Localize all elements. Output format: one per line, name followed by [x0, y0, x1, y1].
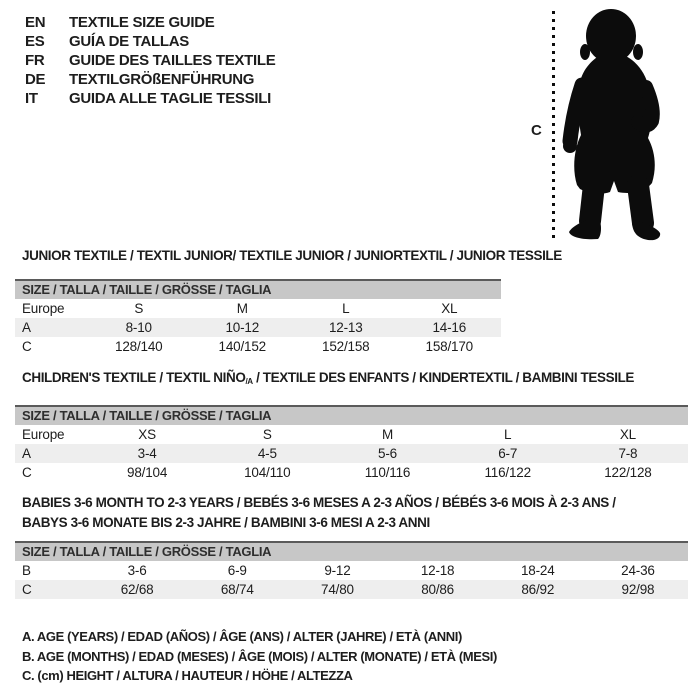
legend — [22, 627, 497, 686]
section-junior-textile — [15, 246, 700, 356]
row-label: C — [22, 339, 32, 354]
size-cell: 116/122 — [484, 465, 531, 481]
language-label: GUÍA DE TALLAS — [69, 33, 189, 50]
section-title-text: JUNIOR TEXTILE / TEXTIL JUNIOR/ TEXTILE JUNIOR / JUNIORTEXTIL / JUNIOR TESSILE — [22, 248, 562, 263]
size-cell: 7-8 — [618, 446, 638, 462]
section-title-text: /A — [245, 377, 253, 387]
row-label: C — [22, 465, 32, 481]
table-row — [15, 561, 688, 580]
size-cell: 158/170 — [425, 339, 473, 354]
size-cell: S — [262, 427, 272, 443]
table-row — [15, 463, 688, 482]
section-title — [22, 368, 700, 392]
size-cell: L — [504, 427, 512, 443]
language-label: GUIDE DES TAILLES TEXTILE — [69, 52, 276, 69]
size-cell: M — [381, 427, 394, 443]
size-cell: S — [134, 301, 144, 316]
language-code: EN — [25, 14, 46, 31]
language-code: DE — [25, 71, 46, 88]
language-code: IT — [25, 90, 38, 107]
section-title-text: BABIES 3-6 MONTH TO 2-3 YEARS / BEBÉS 3-6 MESES A 2-3 AÑOS / BÉBÉS 3-6 MOIS À 2-3 ANS / — [22, 495, 616, 510]
size-cell: 68/74 — [220, 582, 254, 597]
language-code: FR — [25, 52, 45, 69]
size-table — [15, 405, 688, 482]
language-label: TEXTILGRÖßENFÜHRUNG — [69, 71, 255, 88]
size-cell: XL — [441, 301, 458, 316]
language-row — [25, 13, 275, 32]
language-row — [25, 51, 275, 70]
language-code: ES — [25, 33, 45, 50]
size-cell: 10-12 — [225, 320, 260, 335]
size-cell: M — [236, 301, 248, 316]
section-childrens-textile — [15, 368, 700, 482]
language-label: TEXTILE SIZE GUIDE — [69, 14, 215, 31]
size-cell: 152/158 — [322, 339, 370, 354]
row-label: C — [22, 582, 32, 597]
section-title — [22, 246, 700, 266]
size-cell: 12-18 — [420, 563, 455, 578]
size-cell: 3-4 — [137, 446, 157, 462]
legend-line: B. AGE (MONTHS) / EDAD (MESES) / ÂGE (MOIS) / ALTER (MONATE) / ETÀ (MESI) — [22, 648, 497, 664]
size-cell: 128/140 — [115, 339, 163, 354]
size-cell: 4-5 — [257, 446, 277, 462]
legend-line: C. (cm) HEIGHT / ALTURA / HAUTEUR / HÖHE / ALTEZZA — [22, 668, 353, 683]
row-label: Europe — [22, 301, 65, 316]
table-header: SIZE / TALLA / TAILLE / GRÖSSE / TAGLIA — [15, 279, 501, 299]
size-cell: L — [342, 301, 350, 316]
table-header: SIZE / TALLA / TAILLE / GRÖSSE / TAGLIA — [15, 405, 688, 425]
table-row — [15, 444, 688, 463]
table-row — [15, 299, 501, 318]
size-cell: 110/116 — [364, 465, 411, 481]
language-label: GUIDA ALLE TAGLIE TESSILI — [69, 90, 271, 107]
size-cell: XL — [619, 427, 636, 443]
size-cell: 6-9 — [227, 563, 247, 578]
size-cell: 9-12 — [324, 563, 351, 578]
size-cell: 24-36 — [621, 563, 655, 578]
section-babies-textile — [15, 493, 700, 599]
table-row — [15, 580, 688, 599]
size-cell: 8-10 — [125, 320, 152, 335]
height-measure-label: C — [531, 122, 542, 139]
table-header: SIZE / TALLA / TAILLE / GRÖSSE / TAGLIA — [15, 541, 688, 561]
size-cell: 86/92 — [521, 582, 555, 597]
table-row — [15, 425, 688, 444]
size-cell: 62/68 — [120, 582, 154, 597]
size-cell: XS — [138, 427, 156, 443]
size-cell: 140/152 — [218, 339, 266, 354]
size-cell: 3-6 — [127, 563, 147, 578]
section-title — [22, 513, 700, 533]
size-table — [15, 541, 688, 599]
size-cell: 104/110 — [244, 465, 291, 481]
table-row — [15, 318, 501, 337]
row-label: Europe — [22, 427, 65, 443]
section-title-text: / TEXTILE DES ENFANTS / KINDERTEXTIL / BAMBINI TESSILE — [252, 370, 635, 385]
legend-line: A. AGE (YEARS) / EDAD (AÑOS) / ÂGE (ANS) / ALTER (JAHRE) / ETÀ (ANNI) — [22, 629, 462, 644]
size-cell: 80/86 — [421, 582, 454, 597]
size-cell: 18-24 — [521, 563, 555, 578]
section-title-text: CHILDREN'S TEXTILE / TEXTIL NIÑO — [22, 370, 246, 385]
section-title-text: BABYS 3-6 MONATE BIS 2-3 JAHRE / BAMBINI 3-6 MESI A 2-3 ANNI — [22, 515, 430, 530]
size-cell: 74/80 — [321, 582, 354, 597]
row-label: B — [22, 563, 31, 578]
size-cell: 12-13 — [328, 320, 363, 335]
section-title — [22, 493, 700, 513]
size-table — [15, 279, 501, 356]
size-cell: 92/98 — [621, 582, 655, 597]
toddler-silhouette-icon — [558, 5, 694, 245]
size-cell: 14-16 — [432, 320, 467, 335]
size-cell: 122/128 — [604, 465, 652, 481]
size-cell: 5-6 — [378, 446, 397, 462]
language-row — [25, 70, 275, 89]
size-cell: 6-7 — [498, 446, 518, 462]
size-cell: 98/104 — [127, 465, 168, 481]
language-row — [25, 89, 275, 108]
height-measure-line — [552, 11, 555, 242]
table-row — [15, 337, 501, 356]
language-row — [25, 32, 275, 51]
row-label: A — [22, 446, 31, 462]
row-label: A — [22, 320, 31, 335]
language-list — [25, 13, 275, 108]
